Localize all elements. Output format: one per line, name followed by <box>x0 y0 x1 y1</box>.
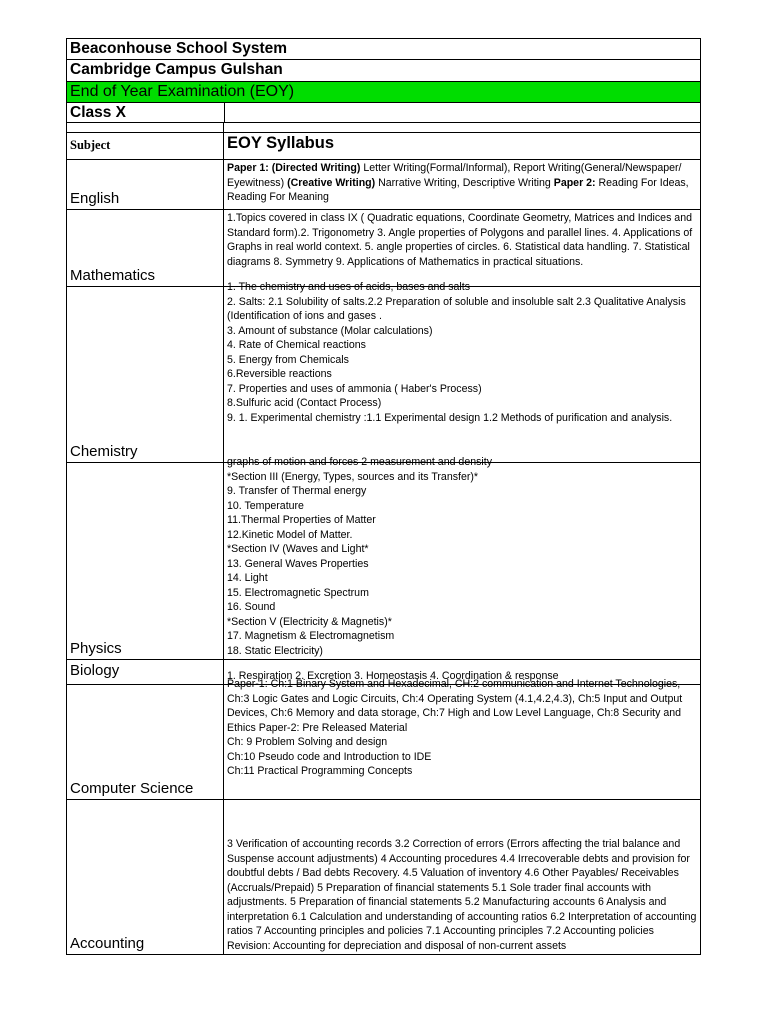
syllabus-text: 3 Verification of accounting records 3.2 Correction of errors (Errors affecting the trial balance and Suspense account adjustments) 4 Accounting procedures 4.4 Irrecoverable debts and provision for doubtful debts / Bad debts Recovery. 4.5 Valuation of inventory 4.6 Other Payables/ Receivables (Accruals/Prepaid) 5 Preparation of financial statements 5.1 Sole trader final accounts with adjustments. 5 Preparation of financial statements 5.2 Manufacturing accounts 6 Analysis and interpretation 6.1 Calculation and understanding of accounting ratios 6.2 Interpretation of accounting ratios 7 Accounting principles and policies 7.1 Accounting principles 7.2 Accounting policies Revision: Accounting for depreciation and disposal of non-current assets <box>227 838 697 952</box>
syllabus-text: 1. Respiration 2. Excretion 3. Homeostasis 4. Coordination & response <box>227 669 559 682</box>
table-row <box>67 281 700 463</box>
table-row <box>67 800 700 954</box>
exam-title: End of Year Examination (EOY) <box>67 82 700 103</box>
subject-name: Mathematics <box>70 267 156 284</box>
subject-name: Accounting <box>70 935 145 952</box>
table-row <box>67 678 700 800</box>
subject-name: Physics <box>70 640 122 657</box>
subject-name: English <box>70 190 120 207</box>
spacer-row <box>67 123 700 133</box>
class-row <box>67 103 700 123</box>
column-header-row <box>67 133 700 160</box>
school-name: Beaconhouse School System <box>67 39 700 60</box>
campus-name: Cambridge Campus Gulshan <box>67 60 700 82</box>
subject-name: Biology <box>70 662 120 679</box>
syllabus-text: Paper 1: (Directed Writing) Letter Writing(Formal/Informal), Report Writing(General/Newspaper/ Eyewitness) (Creative Writing) Narrative Writing, Descriptive Writing Paper 2: Reading For Ideas, Reading For Meaning <box>227 162 689 203</box>
table-row <box>67 456 700 660</box>
subject-column-header: Subject <box>70 138 111 152</box>
table-row <box>67 160 700 210</box>
subject-name: Computer Science <box>70 780 194 797</box>
syllabus-text: Paper-1: Ch:1 Binary System and Hexadecimal, CH:2 communication and Internet Technologies, Ch:3 Logic Gates and Logic Circuits, Ch:4 Operating System (4.1,4.2,4.3), Ch:5 Input and Output Devices, Ch:6 Memory and data storage, Ch:7 High and Low Level Language, Ch:8 Security and Ethics Paper-2: Pre Released Material Ch: 9 Problem Solving and design Ch:10 Pseudo code and Introduction to IDE Ch:11 Practical Programming Concepts <box>227 678 683 777</box>
syllabus-table <box>66 38 701 955</box>
syllabus-column-header: EOY Syllabus <box>227 134 334 152</box>
class-label: Class X <box>70 104 127 121</box>
table-row <box>67 210 700 287</box>
subject-name: Chemistry <box>70 443 138 460</box>
syllabus-text: 1. The chemistry and uses of acids, bases and salts 2. Salts: 2.1 Solubility of salts.2.2 Preparation of soluble and insoluble salt 2.3 Qualitative Analysis (Identification of ions and gases . 3. Amount of substance (Molar calculations) 4. Rate of Chemical reactions 5. Energy from Chemicals 6.Reversible reactions 7. Properties and uses of ammonia ( Haber's Process) 8.Sulfuric acid (Contact Process) 9. 1. Experimental chemistry :1.1 Experimental design 1.2 Methods of purification and analysis. <box>227 281 686 424</box>
syllabus-text: 1.Topics covered in class IX ( Quadratic equations, Coordinate Geometry, Matrices and Indices and Standard form).2. Trigonometry 3. Angle properties of Polygons and parallel lines. 4. Applications of Graphs in real world context. 5. angle properties of circles. 6. Statistical data handling. 7. Statistical diagrams 8. Symmetry 9. Applications of Mathematics in practical situations. <box>227 212 693 268</box>
syllabus-text: graphs of motion and forces 2 measurement and density *Section III (Energy, Types, sources and its Transfer)* 9. Transfer of Thermal energy 10. Temperature 11.Thermal Properties of Matter 12.Kinetic Model of Matter. *Section IV (Waves and Light* 13. General Waves Properties 14. Light 15. Electromagnetic Spectrum 16. Sound *Section V (Electricity & Magnetis)* 17. Magnetism & Electromagnetism 18. Static Electricity) <box>227 456 492 657</box>
